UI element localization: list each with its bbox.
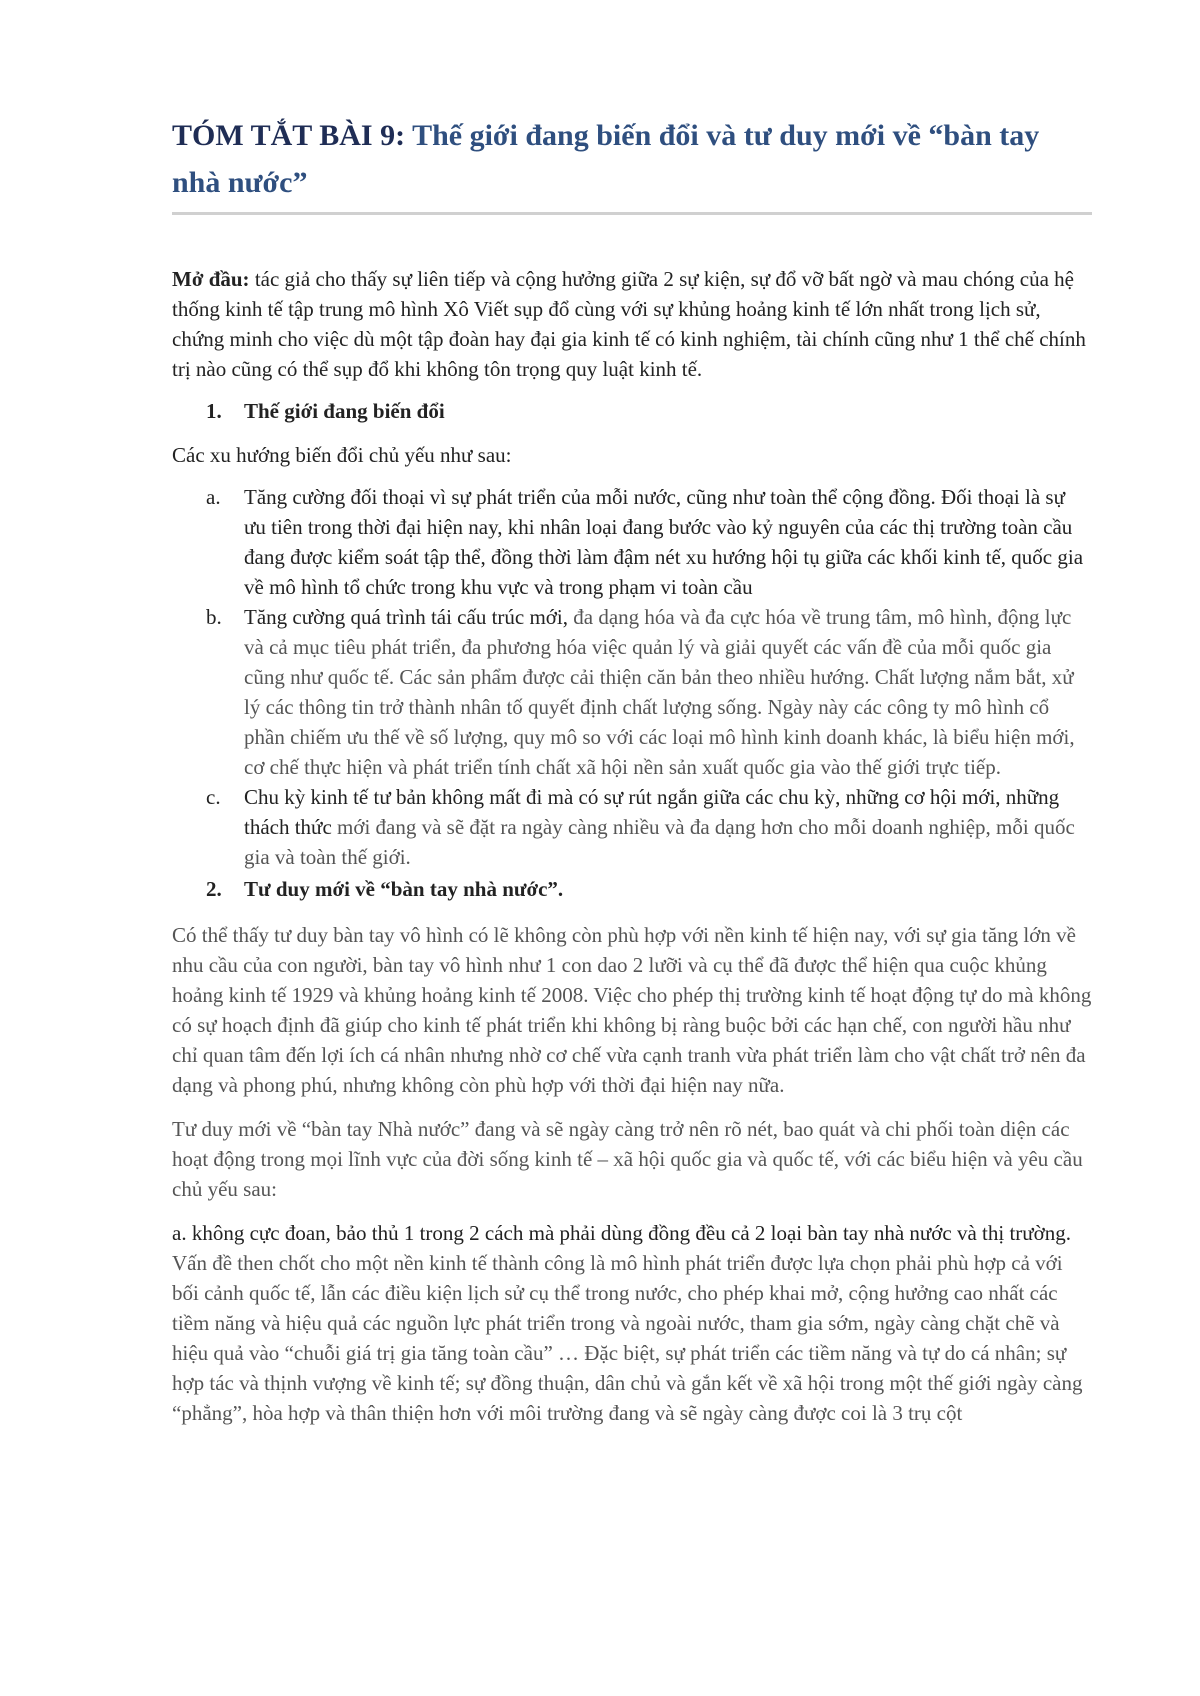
section2-paragraph-1: Có thể thấy tư duy bàn tay vô hình có lẽ không còn phù hợp với nền kinh tế hiện nay, với sự gia tăng lớn về nhu cầu của con người, bàn tay vô hình như 1 con dao 2 lưỡi và cụ thể đã được thể hiện qua cuộc khủng hoảng kinh tế 1929 và khủng hoảng kinh tế 2008. Việc cho phép thị trường kinh tế hoạt động tự do mà không có sự hoạch định đã giúp cho kinh tế phát triển khi không bị ràng buộc bởi các hạn chế, con người hầu như chỉ quan tâm đến lợi ích cá nhân nhưng nhờ cơ chế vừa cạnh tranh vừa phát triển làm cho vật chất trở nên đa dạng và phong phú, nhưng không còn phù hợp với thời đại hiện nay nữa.: [172, 923, 1092, 1097]
section1-list: [172, 482, 1092, 872]
section1-number: 1.: [206, 399, 222, 423]
list-item-text: Tăng cường đối thoại vì sự phát triển của mỗi nước, cũng như toàn thể cộng đồng. Đối thoại là sự ưu tiên trong thời đại hiện nay, khi nhân loại đang bước vào kỷ nguyên của các thị trường toàn cầu đang được kiểm soát tập thể, đồng thời làm đậm nét xu hướng hội tụ giữa các khối kinh tế, quốc gia về mô hình tổ chức trong khu vực và trong phạm vi toàn cầu: [244, 485, 1084, 599]
section2-paragraph-2: Tư duy mới về “bàn tay Nhà nước” đang và sẽ ngày càng trở nên rõ nét, bao quát và chi phối toàn diện các hoạt động trong mọi lĩnh vực của đời sống kinh tế – xã hội quốc gia và quốc tế, với các biểu hiện và yêu cầu chủ yếu sau:: [172, 1117, 1083, 1201]
intro-label: Mở đầu:: [172, 267, 250, 291]
list-item-letter: a.: [206, 485, 221, 509]
section1-heading-text: Thế giới đang biến đổi: [244, 399, 445, 423]
list-item: [206, 782, 1092, 872]
list-item-text: [244, 602, 1092, 782]
paragraph-3-lead: a. không cực đoan, bảo thủ 1 trong 2 cách mà phải dùng đồng đều cả 2 loại bàn tay nhà nước và thị trường.: [172, 1221, 1072, 1245]
list-item-letter: b.: [206, 605, 222, 629]
document-page: [172, 112, 1092, 1428]
paragraph-3-text: Vấn đề then chốt cho một nền kinh tế thành công là mô hình phát triển được lựa chọn phải phù hợp cả với bối cảnh quốc tế, lẫn các điều kiện lịch sử cụ thể trong nước, cho phép khai mở, cộng hưởng cao nhất các tiềm năng và hiệu quả các nguồn lực phát triển trong và ngoài nước, tham gia sớm, ngày càng chặt chẽ và hiệu quả vào “chuỗi giá trị gia tăng toàn cầu” … Đặc biệt, sự phát triển các tiềm năng và tự do cá nhân; sự hợp tác và thịnh vượng về kinh tế; sự đồng thuận, dân chủ và gắn kết về xã hội trong một thế giới ngày càng “phẳng”, hòa hợp và thân thiện hơn với môi trường đang và sẽ ngày càng được coi là 3 trụ cột: [172, 1251, 1083, 1425]
list-item-body: đa dạng hóa và đa cực hóa về trung tâm, mô hình, động lực và cả mục tiêu phát triển, đa phương hóa việc quản lý và giải quyết các vấn đề của mỗi quốc gia cũng như quốc tế. Các sản phẩm được cải thiện căn bản theo nhiều hướng. Chất lượng nắm bắt, xử lý các thông tin trở thành nhân tố quyết định chất lượng sống. Ngày này các công ty mô hình cổ phần chiếm ưu thế về số lượng, quy mô so với các loại mô hình kinh doanh khác, là biểu hiện mới, cơ chế thực hiện và phát triển tính chất xã hội nền sản xuất quốc gia vào thế giới trực tiếp.: [244, 605, 1075, 779]
section2-heading-text: Tư duy mới về “bàn tay nhà nước”.: [244, 877, 564, 901]
list-item-lead: Tăng cường quá trình tái cấu trúc mới,: [244, 605, 568, 629]
list-item-letter: c.: [206, 785, 221, 809]
section2-heading: [172, 874, 1092, 904]
list-item-lead: Chu kỳ kinh tế tư bản không mất đi mà có sự rút ngắn giữa các chu kỳ, những cơ hội mới, những thách thức: [244, 785, 1060, 839]
section2-number: 2.: [206, 877, 222, 901]
title-rest: Thế giới đang biến đổi và tư duy mới về “bàn tay nhà nước”: [172, 119, 1040, 199]
title-lead: TÓM TẮT BÀI 9:: [172, 119, 406, 152]
list-item-text: [244, 782, 1092, 872]
list-item: [206, 482, 1092, 602]
intro-text: tác giả cho thấy sự liên tiếp và cộng hưởng giữa 2 sự kiện, sự đổ vỡ bất ngờ và mau chóng của hệ thống kinh tế tập trung mô hình Xô Viết sụp đổ cùng với sự khủng hoảng kinh tế lớn nhất trong lịch sử, chứng minh cho việc dù một tập đoàn hay đại gia kinh tế có kinh nghiệm, tài chính cũng như 1 thể chế chính trị nào cũng có thể sụp đổ khi không tôn trọng quy luật kinh tế.: [172, 267, 1086, 381]
list-item-body: mới đang và sẽ đặt ra ngày càng nhiều và đa dạng hơn cho mỗi doanh nghiệp, mỗi quốc gia và toàn thế giới.: [244, 815, 1075, 869]
section1-heading: [172, 396, 1092, 426]
document-title: [172, 112, 1092, 215]
section1-subtitle: Các xu hướng biến đổi chủ yếu như sau:: [172, 443, 512, 467]
list-item: [206, 602, 1092, 782]
section2-paragraph-3: [172, 1218, 1092, 1428]
intro-paragraph: [172, 264, 1092, 384]
